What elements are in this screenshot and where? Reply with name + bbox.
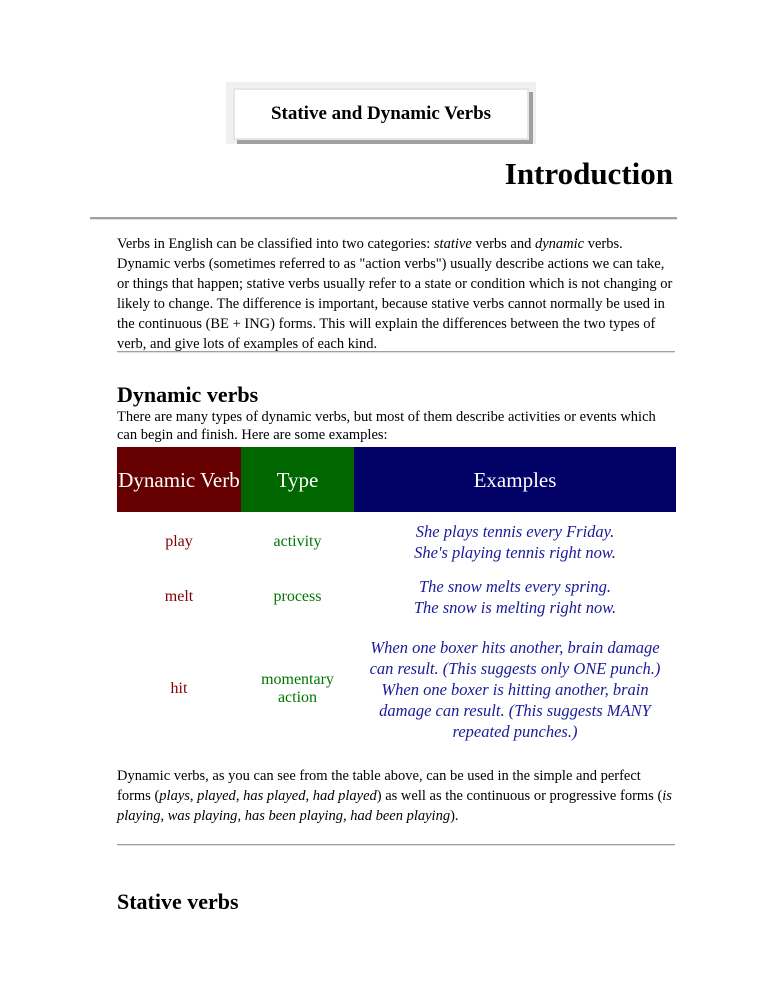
dynamic-verbs-table — [117, 447, 676, 756]
verb-cell: hit — [170, 680, 188, 697]
document-title: Stative and Dynamic Verbs — [233, 88, 529, 140]
divider — [90, 217, 677, 220]
divider — [117, 844, 675, 846]
type-cell: activity — [273, 533, 322, 550]
section-heading-dynamic: Dynamic verbs — [117, 382, 259, 407]
verb-cell: play — [165, 533, 193, 550]
dynamic-lead: There are many types of dynamic verbs, but most of them describe activities or events which can begin and finish. Here are some examples: — [117, 409, 656, 443]
header-examples: Examples — [354, 447, 676, 512]
intro-paragraph: Verbs in English can be classified into two categories: stative verbs and dynamic verbs. Dynamic verbs (sometimes referred to as "action verbs") usually describe actions we can take, or things that happen; stative verbs usually refer to a state or condition which is not changing or likely to change. The difference is important, because stative verbs cannot normally be used in the continuous (BE + ING) forms. This will explain the differences between the two types of verb, and give lots of examples of each kind. — [117, 236, 673, 352]
type-cell: momentary action — [261, 671, 334, 706]
type-cell: process — [273, 588, 322, 605]
examples-cell: The snow melts every spring. The snow is melting right now. — [413, 577, 617, 617]
header-type: Type — [241, 447, 354, 512]
divider — [117, 351, 675, 353]
section-heading-stative: Stative verbs — [117, 889, 239, 914]
header-dynamic-verb: Dynamic Verb — [117, 447, 241, 512]
table-row — [117, 512, 676, 572]
examples-cell: When one boxer hits another, brain damage can result. (This suggests only ONE punch.) When one boxer is hitting another, brain damage can result. (This suggests MANY repeated punches.) — [369, 637, 661, 741]
dynamic-after-paragraph: Dynamic verbs, as you can see from the table above, can be used in the simple and perfect forms (plays, played, has played, had played) as well as the continuous or progressive forms (is playing, was playing, has been playing, had been playing). — [117, 768, 672, 824]
verb-cell: melt — [164, 588, 194, 605]
table-row — [117, 572, 676, 622]
table-row — [117, 622, 676, 756]
examples-cell: She plays tennis every Friday. She's playing tennis right now. — [414, 522, 616, 562]
page-heading: Introduction — [504, 156, 673, 191]
table-header-row — [117, 447, 676, 512]
